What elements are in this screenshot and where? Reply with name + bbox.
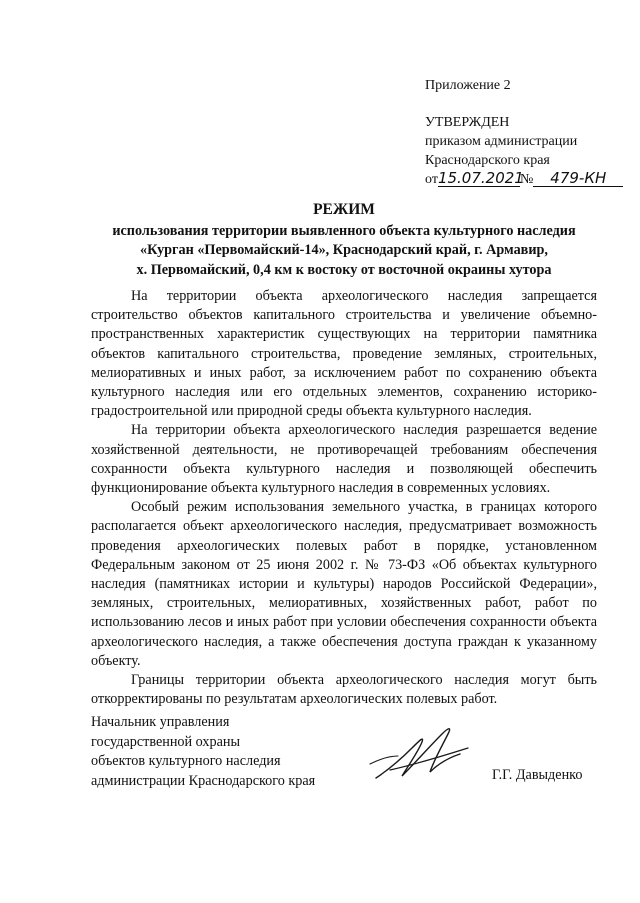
signatory-position [91, 713, 315, 791]
document-body [91, 287, 597, 709]
paragraph: Особый режим использования земельного участка, в границах которого располагается объект археологического наследия, предусматривает возможность проведения археологических полевых работ в порядке, установленном Федеральным законом от 25 июня 2002 г. № 73-ФЗ «Об объектах культурного наследия (памятниках истории и культуры) народов Российской Федерации», земляных, строительных, мелиоративных, хозяйственных работ, работ по использованию лесов и иных работ при условии обеспечения сохранности объекта археологического наследия, а также обеспечения доступа граждан к указанному объекту. [91, 499, 597, 669]
date-prefix: от [425, 172, 438, 187]
paragraph: На территории объекта археологического наследия разрешается ведение хозяйственной деятельности, не противоречащей требованиям обеспечения сохранности объекта культурного наследия и позволяющей обеспечить функционирование объекта культурного наследия в современных условиях. [91, 422, 597, 497]
handwritten-date: 15.07.2021 [437, 169, 524, 187]
position-line-3: объектов культурного наследия [91, 753, 281, 769]
handwritten-number: 479-КН [533, 170, 623, 187]
title-line-3: х. Первомайский, 0,4 км к востоку от восточной окраины хутора [136, 261, 552, 278]
approval-date-line [425, 170, 623, 189]
signatory-name: Г.Г. Давыденко [492, 767, 583, 783]
paragraph: Границы территории объекта археологического наследия могут быть откорректированы по результатам археологических полевых работ. [91, 672, 597, 708]
paragraph: На территории объекта археологического наследия запрещается строительство объектов капитального строительства и увеличение объемно-пространственных характеристик существующих на территории памятника объектов капитального строительства, проведение земляных, строительных, мелиоративных и иных работ, за исключением работ по сохранению объекта культурного наследия или его отдельных элементов, сохранению историко-градостроительной или природной среды объекта культурного наследия. [91, 288, 597, 420]
document-title [90, 200, 598, 280]
number-sign: № [519, 172, 534, 187]
approved-heading: УТВЕРЖДЕН [425, 115, 510, 130]
title-line-1: использования территории выявленного объекта культурного наследия [112, 222, 576, 239]
handwritten-signature [368, 720, 478, 790]
approval-line-2: Краснодарского края [425, 153, 550, 168]
title-main: РЕЖИМ [313, 201, 375, 218]
approval-block [425, 76, 623, 189]
position-line-2: государственной охраны [91, 733, 241, 750]
position-line-1: Начальник управления [91, 714, 230, 730]
position-line-4: администрации Краснодарского края [91, 772, 316, 789]
approval-line-1: приказом администрации [425, 134, 578, 149]
title-line-2: «Курган «Первомайский-14», Краснодарский край, г. Армавир, [140, 242, 548, 258]
appendix-label: Приложение 2 [425, 78, 511, 93]
